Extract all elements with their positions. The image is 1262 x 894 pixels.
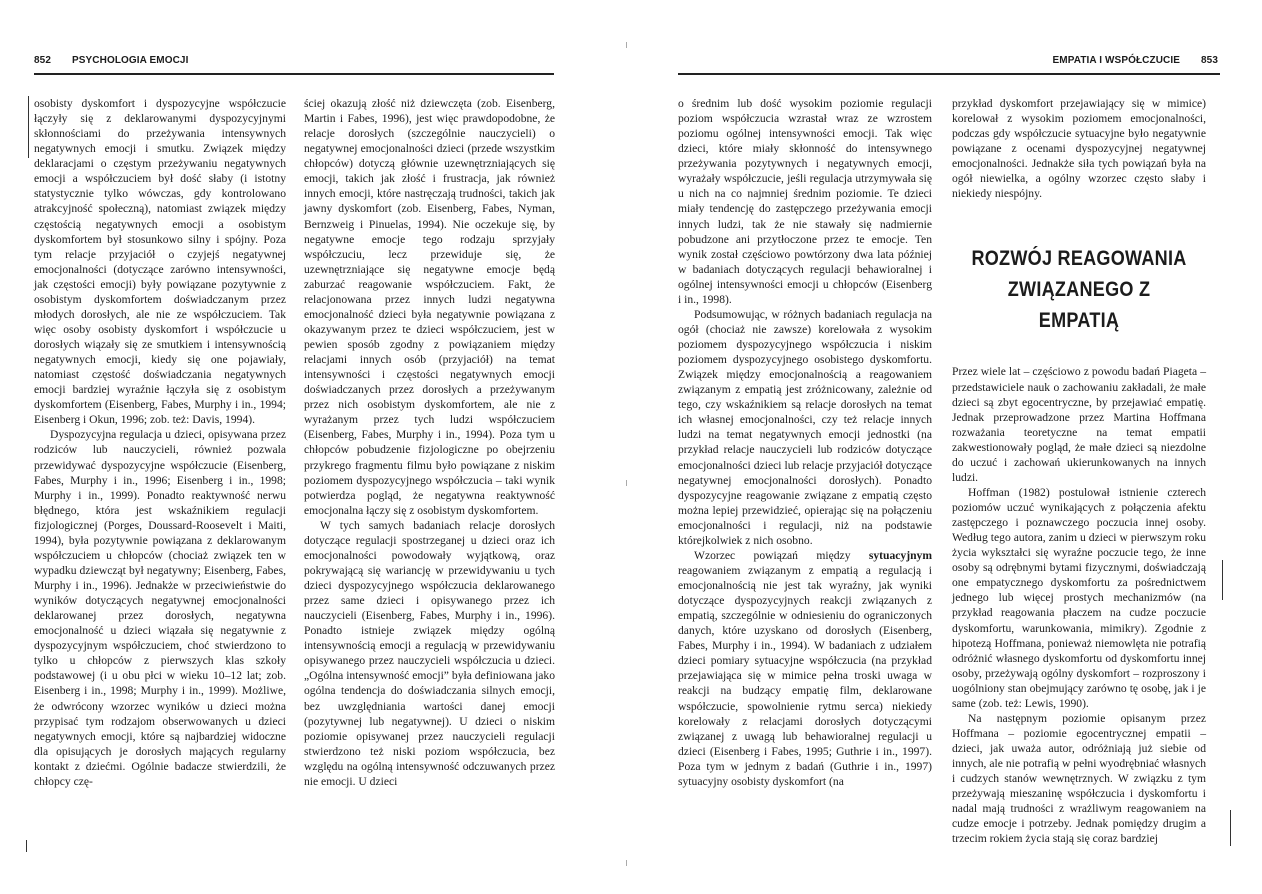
paragraph: osobisty dyskomfort i dyspozycyjne współczucie łączyły się z deklarowanymi dyspozycyjnymi skłonnościami do przeżywania intensywnych negatywnych emocji i smutku. Związek między deklaracjami o częstym przeżywaniu negatywnych emocji a współczuciem był dość słaby (i istotny statystycznie tylko wówczas, gdy kontrolowano atrakcyjność społeczną), natomiast związek między częstością negatywnych emocji a osobistym dyskomfortem był stosunkowo silny i spójny. Poza tym relacje przyjaciół o czyjejś negatywnej emocjonalności (dotyczące zarówno intensywności, jak częstości emocji) były powiązane pozytywnie z osobistym dyskomfortem doświadczanym przez młodych dorosłych, ale nie ze współczuciem. Tak więc osoby osobisty dyskomfort i współczucie u dorosłych wiązały się ze smutkiem i intensywnością negatywnych emocji, kiedy się one pojawiały, natomiast częstość doświadczania negatywnych emocji bardziej wyraźnie łączyła się z osobistym dyskomfortem (Eisenberg, Fabes, Murphy i in., 1994; Eisenberg i Okun, 1996; zob. też: Davis, 1994). xyxy=(34,97,286,427)
left-page-number: 852 xyxy=(34,55,51,66)
left-running-title: PSYCHOLOGIA EMOCJI xyxy=(72,55,189,66)
right-column-4 xyxy=(952,96,1206,846)
right-page xyxy=(640,0,1262,894)
paragraph: Hoffman (1982) postulował istnienie czterech poziomów uczuć wynikających z połączenia afektu zastępczego i poznawczego poczucia innej osoby. Według tego autora, zanim u dzieci w pierwszym roku życia wykształci się wyraźne poczucie tego, że inne osoby są odrębnymi bytami fizycznymi, doświadczają one empatycznego dyskomfortu za pośrednictwem jednego lub więcej prostych mechanizmów (na przykład reagowania płaczem na cudze poczucie dyskomfortu, warunkowania, mimikry). Zgodnie z hipotezą Hoffmana, ponieważ niemowlęta nie potrafią odróżnić własnego dyskomfortu od dyskomfortu innej osoby, przeżywają ogólny dyskomfort – rozproszony i uogólniony stan obejmujący zarówno tę osobę, jak i je same (zob. też: Lewis, 1990). xyxy=(952,485,1206,710)
margin-pencil-mark xyxy=(1230,810,1231,846)
right-running-title: EMPATIA I WSPÓŁCZUCIE xyxy=(1052,55,1180,66)
left-page xyxy=(0,0,620,894)
right-header-rule xyxy=(678,73,1220,75)
margin-pencil-mark xyxy=(1222,560,1223,600)
paragraph-text: reagowaniem związanym z empatią a regulacją i emocjonalnością nie jest tak wyraźny, jak wyniki dotyczące dyspozycyjnych reakcji związanych z empatią, szczególnie w odniesieniu do ograniczonych danych, które uzyskano od dorosłych (Eisenberg, Fabes, Murphy i in., 1994). W badaniach z udziałem dzieci pomiary sytuacyjne współczucia (na przykład przejawiająca się w mimice pełna troski uwaga w reakcji na budzący empatię film, deklarowane współczucie, spowolnienie rytmu serca) niekiedy korelowały z relacjami dorosłych dotyczącymi związanej z uwagą lub behawioralnej regulacji u dzieci (Eisenberg i Fabes, 1995; Guthrie i in., 1997). Poza tym w jednym z badań (Guthrie i in., 1997) sytuacyjny osobisty dyskomfort (na xyxy=(678,563,932,788)
paragraph: Przez wiele lat – częściowo z powodu badań Piageta – przedstawiciele nauk o zachowaniu zakładali, że małe dzieci są zbyt egocentryczne, by przejawiać empatię. Jednak przeprowadzone przez Martina Hoffmana rozważania teoretyczne na temat empatii zakwestionowały pogląd, że małe dzieci są niezdolne do uczuć i zachowań ukierunkowanych na innych ludzi. xyxy=(952,365,1206,484)
paragraph: ściej okazują złość niż dziewczęta (zob. Eisenberg, Martin i Fabes, 1996), jest więc prawdopodobne, że relacje dorosłych (szczególnie nauczycieli) o negatywnej emocjonalności dzieci (przede wszystkim chłopców) dotyczą głównie uzewnętrzniających się emocji, takich jak złość i frustracja, jak również innych emocji, które nastręczają trudności, takich jak jawny dyskomfort (zob. Eisenberg, Fabes, Nyman, Bernzweig i Pinuelas, 1994). Nie oczekuje się, by negatywne emocje tego rodzaju sprzyjały współczuciu, lecz przewiduje się, że uzewnętrzniające się negatywne emocje będą zaburzać reagowanie współczuciem. Fakt, że relacjonowana przez innych ludzi negatywna emocjonalność dzieci była negatywnie powiązana z okazywanym przez te dzieci współczuciem, jest w pewien sposób zgodny z powiązaniem między relacjami innych osób (przyjaciół) na temat intensywności i częstości negatywnych emocji doświadczanych przez dorosłych a przeżywanym przez nich osobistym dyskomfortem, ale nie z wyrażanym przez tych ludzi współczuciem (Eisenberg, Fabes, Murphy i in., 1994). Poza tym u chłopców pobudzenie fizjologiczne po obejrzeniu przykrego fragmentu filmu było powiązane z niskim poziomem dyspozycyjnego współczucia – taki wynik potwierdza pogląd, że negatywna reaktywność emocjonalna łączy się z osobistym dyskomfortem. xyxy=(304,97,555,517)
spine-mark xyxy=(626,480,627,486)
spine-mark xyxy=(626,42,627,48)
paragraph: Na następnym poziomie opisanym przez Hoffmana – poziomie egocentrycznej empatii – dzieci, jak uważa autor, odróżniają już siebie od innych, ale nie potrafią w pełni wyodrębniać własnych i cudzych stanów wewnętrznych. W związku z tym przeżywają mieszaninę współczucia i dyskomfortu i nadal mają trudności z wrażliwym reagowaniem na cudze emocje i potrzeby. Jednak pomiędzy drugim a trzecim rokiem życia stają się coraz bardziej xyxy=(952,711,1206,846)
paragraph: W tych samych badaniach relacje dorosłych dotyczące regulacji spostrzeganej u dzieci oraz ich emocjonalności powodowały wyjątkową, oraz pokrywającą się wariancję w przewidywaniu u tych dzieci dyspozycyjnego współczucia deklarowanego przez same dzieci i opisywanego przez ich nauczycieli (Eisenberg, Fabes, Murphy i in., 1996). Ponadto istnieje związek między ogólną intensywnością emocji a regulacją w przewidywaniu opisywanego przez nauczycieli współczucia u dzieci. „Ogólna intensywność emocji” była definiowana jako ogólna tendencja do doświadczania silnych emocji, bez uwzględniania wartości danej emocji (pozytywnej lub negatywnej). U dzieci o niskim poziomie opisywanej przez nauczycieli regulacji stwierdzono też niski poziom współczucia, bez względu na ogólną intensywność odczuwanych przez nie emocji. U dzieci xyxy=(304,518,555,788)
margin-pencil-mark xyxy=(26,840,27,852)
paragraph: Dyspozycyjna regulacja u dzieci, opisywana przez rodziców lub nauczycieli, również pozwala przewidywać dyspozycyjne współczucie (Eisenberg, Fabes, Murphy i in., 1996; Eisenberg i in., 1998; Murphy i in., 1999). Ponadto reaktywność nerwu błędnego, która jest wskaźnikiem regulacji fizjologicznej (Porges, Doussard-Roosevelt i Maiti, 1994), była pozytywnie powiązana z deklarowanym współczuciem u chłopców (chociaż związek ten w wypadku dziewcząt był negatywny; Eisenberg, Fabes, Murphy i in., 1996). Jednakże w przeciwieństwie do wyników dotyczących negatywnej emocjonalności deklarowanej przez dorosłych, negatywna emocjonalność u dzieci wiązała się negatywnie z dyspozycyjnym współczuciem, choć stwierdzono to tylko u chłopców z pierwszych klas szkoły podstawowej (i u obu płci w wieku 10–12 lat; zob. Eisenberg i in., 1998; Murphy i in., 1999). Możliwe, że odwrócony wzorzec wyników u dzieci można przypisać tym rodzajom obserwowanych u dzieci negatywnych emocji, które są najbardziej widoczne dla opisujących je dorosłych mających regularny kontakt z dziećmi. Ogólnie badacze stwierdzili, że chłopcy czę- xyxy=(34,428,286,788)
left-column-1 xyxy=(34,96,286,789)
margin-pencil-mark xyxy=(28,96,29,158)
left-header-rule xyxy=(34,73,554,75)
paragraph: o średnim lub dość wysokim poziomie regulacji poziom współczucia wzrastał wraz ze wzrostem poziomu ogólnej intensywności emocji. Tak więc dzieci, które miały skłonność do intensywnego przeżywania pozytywnych i negatywnych emocji, wyrażały współczucie, jeśli regulacja utrzymywała się u nich na co najmniej średnim poziomie. Te dzieci miały tendencję do zastępczego przeżywania emocji innych ludzi, tak że nie stawały się nadmiernie pobudzone ani przytłoczone przez te emocje. Ten wynik został częściowo powtórzony dwa lata później w badaniach dotyczących regulacji behawioralnej i ogólnej intensywności emocji u chłopców (Eisenberg i in., 1998). xyxy=(678,97,932,306)
bold-term: sytuacyjnym xyxy=(868,548,932,562)
paragraph: Podsumowując, w różnych badaniach regulacja na ogół (chociaż nie zawsze) korelowała z wysokim poziomem dyspozycyjnego współczucia i niskim poziomem dyspozycyjnego osobistego dyskomfortu. Związek między emocjonalnością a reagowaniem związanym z empatią jest zróżnicowany, zależnie od tego, czy wskaźnikiem są relacje dorosłych na temat ich własnej emocjonalności, czy też relacje innych ludzi na temat negatywnych emocji jednostki (na przykład relacje nauczycieli lub rodziców dotyczące emocjonalności dzieci lub relacje przyjaciół dotyczące negatywnej emocjonalności dorosłych). Ponadto dyspozycyjne reagowanie związane z empatią często można lepiej przewidzieć, opierając się na połączeniu emocjonalności i regulacji, niż na podstawie którejkolwiek z nich osobno. xyxy=(678,307,932,547)
paragraph: przykład dyskomfort przejawiający się w mimice) korelował z wysokim poziomem emocjonalności, podczas gdy współczucie sytuacyjne było negatywnie powiązane z ocenami dyspozycyjnej negatywnej emocjonalności. Jednakże siła tych powiązań była na ogół niewielka, a ogólny wzorzec często słaby i niekiedy niespójny. xyxy=(952,97,1206,201)
spine-mark xyxy=(626,860,627,866)
right-page-number: 853 xyxy=(1201,55,1218,66)
paragraph xyxy=(678,548,932,789)
chapter-title-line: ROZWÓJ REAGOWANIA xyxy=(971,247,1187,271)
chapter-title xyxy=(970,243,1188,336)
left-column-2 xyxy=(304,96,555,789)
right-column-3 xyxy=(678,96,932,789)
paragraph-text: Wzorzec powiązań między xyxy=(694,548,869,562)
chapter-title-line: ZWIĄZANEGO Z EMPATIĄ xyxy=(1007,278,1151,333)
